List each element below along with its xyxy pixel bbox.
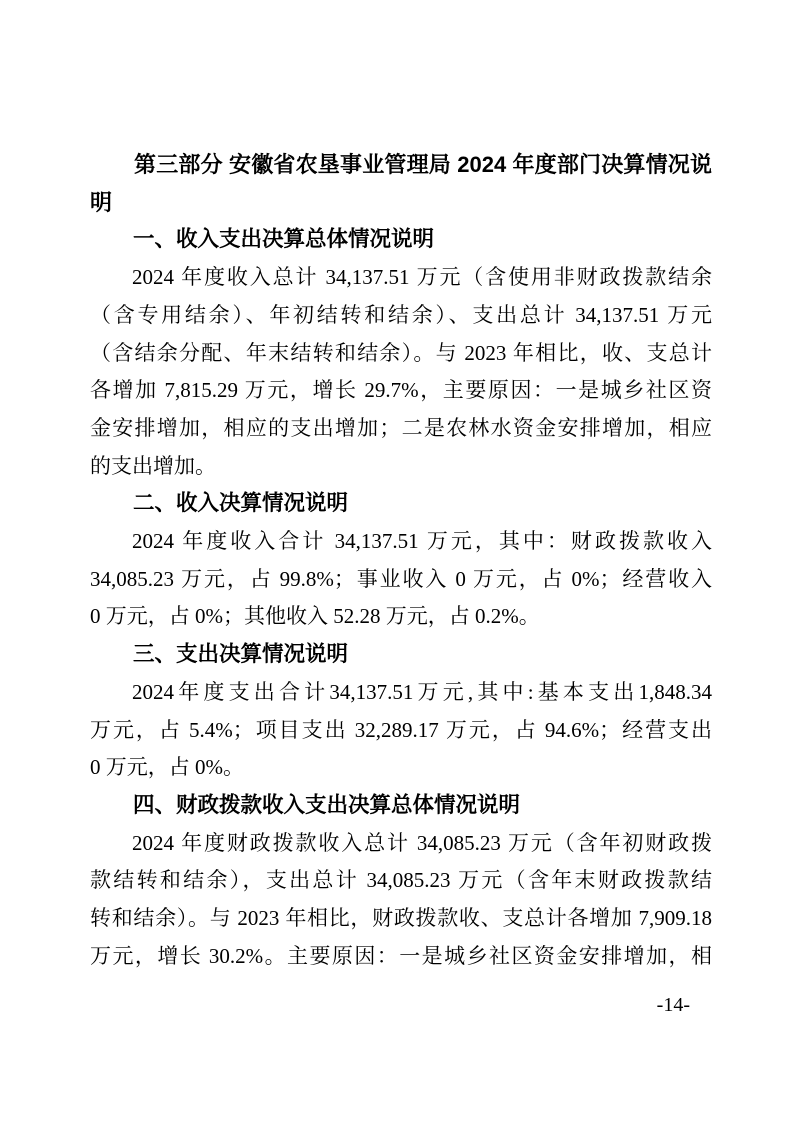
- document-title: [90, 146, 712, 221]
- paragraph-expenditure-statement: [90, 674, 712, 787]
- text-line: 34,085.23 万元，占 99.8%；事业收入 0 万元，占 0%；经营收入: [90, 566, 712, 591]
- heading-income-expenditure-overview: 一、收入支出决算总体情况说明: [133, 227, 435, 252]
- text-line: 2024 年度收入合计 34,137.51 万元，其中：财政拨款收入: [132, 529, 712, 554]
- text-line: 0 万元，占 0%。: [90, 755, 244, 780]
- text-line: 的支出增加。: [90, 453, 216, 478]
- paragraph-income-expenditure-overview: [90, 259, 712, 485]
- title-line: 明: [90, 189, 113, 215]
- page-number: -14-: [656, 994, 690, 1016]
- text-line: 转和结余）。与 2023 年相比，财政拨款收、支总计各增加 7,909.18: [90, 906, 712, 931]
- text-line: 2024 年度收入总计 34,137.51 万元（含使用非财政拨款结余: [132, 265, 712, 290]
- heading-expenditure-statement: 三、支出决算情况说明: [133, 642, 349, 667]
- text-line: 金安排增加，相应的支出增加；二是农林水资金安排增加，相应: [90, 415, 712, 440]
- paragraph-fiscal-appropriation-overview: [90, 825, 712, 976]
- heading-fiscal-appropriation-overview: 四、财政拨款收入支出决算总体情况说明: [133, 792, 521, 817]
- title-line: 第三部分 安徽省农垦事业管理局 2024 年度部门决算情况说: [134, 152, 712, 177]
- text-line: 万元，增长 30.2%。主要原因：一是城乡社区资金安排增加，相: [90, 943, 712, 968]
- text-line: 各增加 7,815.29 万元，增长 29.7%，主要原因：一是城乡社区资: [90, 378, 712, 403]
- heading-income-statement: 二、收入决算情况说明: [133, 491, 349, 516]
- text-line: （含专用结余）、年初结转和结余）、支出总计 34,137.51 万元: [90, 302, 712, 327]
- text-line: 2024 年度财政拨款收入总计 34,085.23 万元（含年初财政拨: [132, 830, 712, 855]
- text-line: 0 万元，占 0%；其他收入 52.28 万元，占 0.2%。: [90, 604, 540, 629]
- text-line: 2024年度支出合计34,137.51万元,其中:基本支出1,848.34: [132, 679, 712, 704]
- document-content: [90, 146, 712, 975]
- text-line: 款结转和结余），支出总计 34,085.23 万元（含年末财政拨款结: [90, 868, 712, 893]
- text-line: 万元，占 5.4%；项目支出 32,289.17 万元，占 94.6%；经营支出: [90, 717, 712, 742]
- text-line: （含结余分配、年末结转和结余）。与 2023 年相比，收、支总计: [90, 340, 712, 365]
- paragraph-income-statement: [90, 523, 712, 636]
